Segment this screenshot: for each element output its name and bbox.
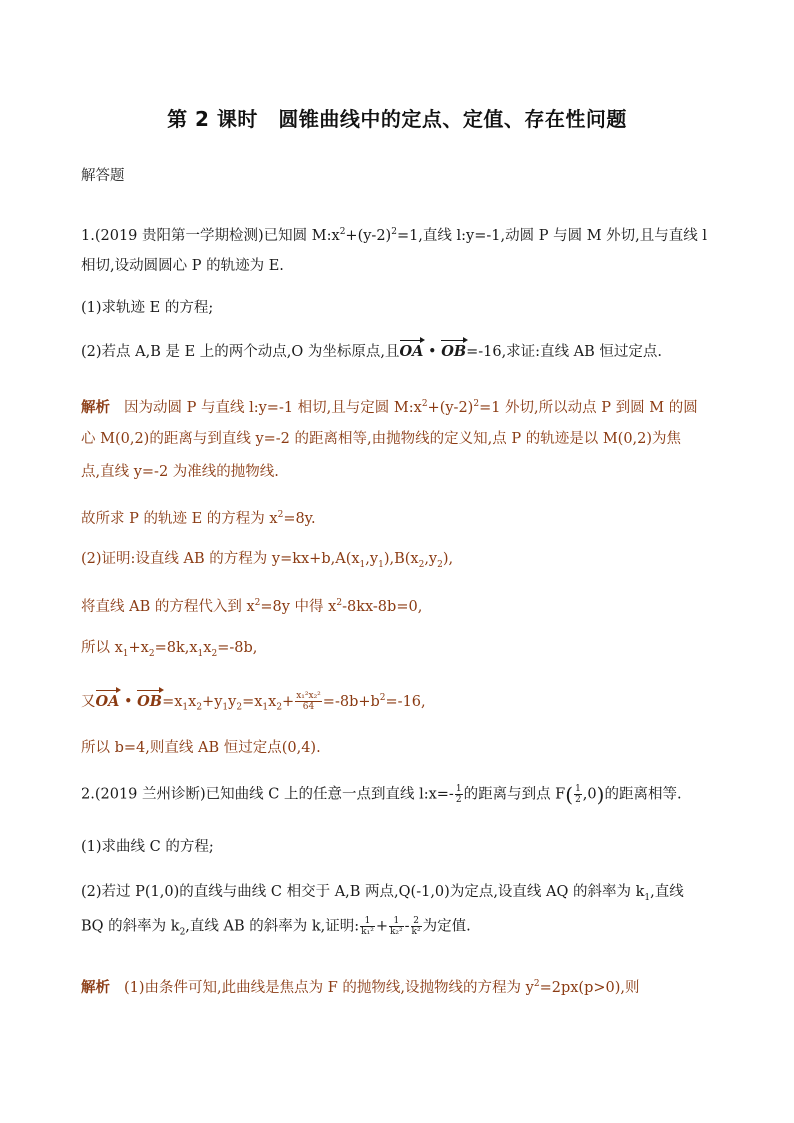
q1-part1: (1)求轨迹 E 的方程; xyxy=(81,300,214,316)
fraction: $\frac{\text{x₁²x₂²}}{64}$ xyxy=(296,691,321,713)
q1-stem-line2: 相切,设动圆圆心 P 的轨迹为 E. xyxy=(81,258,284,274)
fraction: $\frac{1}{2}$ xyxy=(575,784,581,805)
q1-stem-line1: 1.(2019 贵阳第一学期检测)已知圆 $M:x^2+(y-2)^2=1$,直线 l:y=-1,动圆 P 与圆 M 外切,且与直线 l xyxy=(81,227,708,244)
q2-part1: (1)求曲线 C 的方程; xyxy=(81,839,214,855)
vector-ob: OB xyxy=(137,692,163,710)
a1-line1: 解析 因为动圆 P 与直线 l:y=-1 相切,且与定圆 $M:x^2+(y-2)^2=1$ 外切,所以动点 P 到圆 M 的圆 xyxy=(81,399,698,416)
vector-ob: OB xyxy=(441,343,467,360)
fraction: $\frac{2}{\text{k²}}$ xyxy=(411,916,421,937)
a1-line8: 又OA • $OB=x_1x_2+y_1y_2=x_1x_2+$ $\frac{\text{x₁²x₂²}}{64}$ $=-8b+b^2=-16$, xyxy=(81,691,426,713)
a1-line9: 所以 b=4,则直线 AB 恒过定点(0,4). xyxy=(81,740,321,756)
a1-line2: 心 M(0,2)的距离与到直线 y=-2 的距离相等,由抛物线的定义知,点 P 的轨迹是以 M(0,2)为焦 xyxy=(81,431,682,447)
vector-oa: OA xyxy=(399,343,424,360)
q2-stem: 2.(2019 兰州诊断)已知曲线 C 上的任意一点到直线 l:x=- $\frac{1}{2}$ 的距离与到点 F( $\frac{1}{2}$ ,0)的距离相等. xyxy=(81,782,682,807)
vector-oa: OA xyxy=(95,692,120,710)
answer-label: 解析 xyxy=(81,979,110,996)
a1-line5: (2)证明:设直线 AB 的方程为 $y=kx+b,A(x_1,y_1),B(x_2,y_2)$, xyxy=(81,551,454,570)
fraction: $\frac{1}{\text{k₂²}}$ xyxy=(389,916,403,937)
q2-part2-line1: (2)若过 P(1,0)的直线与曲线 C 相交于 A,B 两点,Q(-1,0)为定点,设直线 AQ 的斜率为 $k_1$,直线 xyxy=(81,884,684,903)
fraction: $\frac{1}{\text{k₁²}}$ xyxy=(361,916,374,937)
lesson-title: 第 2 课时 圆锥曲线中的定点、定值、存在性问题 xyxy=(167,107,627,131)
fraction: $\frac{1}{2}$ xyxy=(455,784,462,805)
a1-line6: 将直线 AB 的方程代入到 $x^2=8y$ 中得 $x^2-8kx-8b=0$, xyxy=(81,598,423,615)
a1-line3: 点,直线 y=-2 为准线的抛物线. xyxy=(81,464,279,480)
a1-line4: 故所求 P 的轨迹 E 的方程为 $x^2=8y$. xyxy=(81,510,316,527)
a1-line7: 所以 $x_1+x_2=8k,x_1x_2=-8b$, xyxy=(81,640,258,659)
q1-part2: (2)若点 A,B 是 E 上的两个动点,O 为坐标原点,且OA • OB=-16,求证:直线 AB 恒过定点. xyxy=(81,343,663,360)
section-heading: 解答题 xyxy=(81,168,125,184)
answer-label: 解析 xyxy=(81,399,110,416)
q2-part2-line2: BQ 的斜率为 $k_2$,直线 AB 的斜率为 k,证明: $\frac{1}{\text{k₁²}}$ + $\frac{1}{\text{k₂²}}$ - $\frac{2}{\text{k²}}$ 为定值. xyxy=(81,916,471,938)
a2-line1: 解析 (1)由条件可知,此曲线是焦点为 F 的抛物线,设抛物线的方程为 $y^2=2px(p>0)$,则 xyxy=(81,979,640,996)
